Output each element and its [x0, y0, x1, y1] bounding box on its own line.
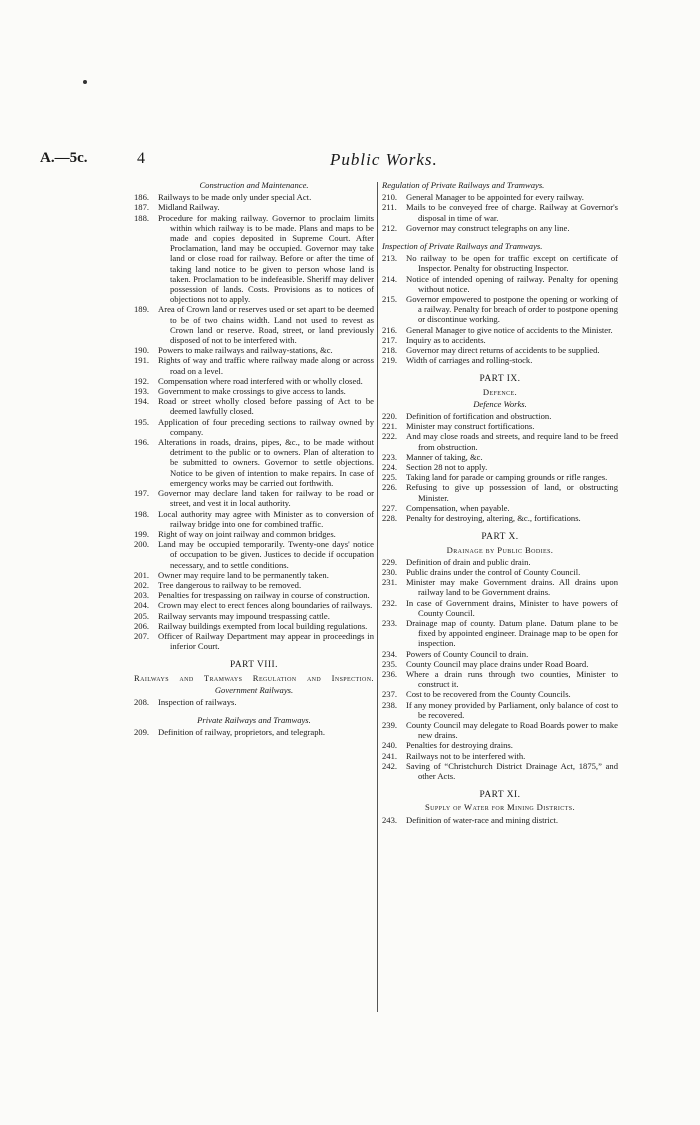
section-entry: [382, 223, 618, 233]
section-entry: [382, 761, 618, 781]
part-heading: PART XI.: [479, 790, 521, 801]
section-text: Where a drain runs through two counties, Minister to construct it.: [406, 668, 618, 690]
section-entry: [134, 697, 374, 707]
section-entry: [382, 294, 618, 325]
section-entry: [134, 539, 374, 570]
section-number: 219.: [382, 355, 398, 366]
section-number: 242.: [382, 760, 398, 771]
section-number: 196.: [134, 437, 150, 448]
section-number: 230.: [382, 566, 398, 577]
section-entry: [134, 376, 374, 386]
section-number: 215.: [382, 294, 398, 305]
section-entry: [134, 580, 374, 590]
section-text: Definition of railway, proprietors, and telegraph.: [158, 727, 325, 738]
section-text: Governor may declare land taken for railway to be road or street, and vest it in local authority.: [158, 488, 374, 509]
section-text: Public drains under the control of County Council.: [406, 566, 581, 577]
section-text: Inquiry as to accidents.: [406, 334, 486, 345]
section-entry: [382, 618, 618, 649]
part-heading: PART X.: [481, 532, 519, 543]
section-text: Powers to make railways and railway-stations, &c.: [158, 345, 333, 356]
section-text: Governor may direct returns of accidents to be supplied.: [406, 345, 600, 356]
section-heading: Regulation of Private Railways and Tramways.: [382, 180, 545, 190]
section-number: 213.: [382, 253, 398, 264]
right-column: [382, 178, 618, 825]
section-entry: [382, 659, 618, 669]
section-number: 197.: [134, 488, 150, 499]
part-subtitle: Railways and Tramways Regulation and Inspection.: [134, 672, 374, 683]
section-number: 206.: [134, 620, 150, 631]
section-entry: [382, 649, 618, 659]
section-text: Right of way on joint railway and common bridges.: [158, 528, 336, 539]
section-text: Governor empowered to postpone the opening or working of a railway. Penalty for breach of order to postpone opening or discontinue working.: [406, 294, 618, 325]
section-number: 223.: [382, 451, 398, 462]
section-entry: [382, 669, 618, 689]
section-text: Manner of taking, &c.: [406, 451, 483, 462]
section-list: [134, 697, 374, 707]
section-text: Governor may construct telegraphs on any line.: [406, 222, 570, 233]
section-entry: [382, 598, 618, 618]
section-text: Road or street wholly closed before passing of Act to be deemed lawfully closed.: [158, 396, 374, 417]
section-entry: [382, 720, 618, 740]
section-entry: [134, 202, 374, 212]
section-entry: [134, 529, 374, 539]
section-text: Railway buildings exempted from local building regulations.: [158, 620, 368, 631]
section-number: 209.: [134, 727, 150, 738]
section-number: 187.: [134, 202, 150, 213]
section-text: County Council may place drains under Road Board.: [406, 658, 589, 669]
section-number: 218.: [382, 345, 398, 356]
section-entry: [382, 452, 618, 462]
section-text: Inspection of railways.: [158, 696, 237, 707]
section-entry: [134, 590, 374, 600]
section-text: Railway servants may impound trespassing cattle.: [158, 610, 330, 621]
ink-dot: [83, 80, 87, 84]
section-text: Powers of County Council to drain.: [406, 648, 529, 659]
section-text: Cost to be recovered from the County Councils.: [406, 689, 571, 700]
running-title: Public Works.: [330, 150, 438, 169]
section-number: 201.: [134, 569, 150, 580]
section-number: 208.: [134, 696, 150, 707]
section-entry: [382, 411, 618, 421]
section-entry: [134, 396, 374, 416]
section-list: [382, 815, 618, 825]
section-text: Compensation, when payable.: [406, 502, 510, 513]
section-text: Definition of water-race and mining district.: [406, 814, 559, 825]
section-text: Crown may elect to erect fences along boundaries of railways.: [158, 600, 373, 611]
section-text: Officer of Railway Department may appear in proceedings in inferior Court.: [158, 630, 374, 652]
section-entry: [134, 488, 374, 508]
section-entry: [382, 577, 618, 597]
section-text: Procedure for making railway. Governor to proclaim limits within which railway is to be made. Plans and maps to be made and copies deposited in Supreme Court. After Proclamation, land may be occupied. Governor may take land or close road for railway. Before or after the time of taking land notice to be given to person whose land is taken. Proclamation to be indefeasible. Sheriff may deliver possession of lands. Costs. Provisions as to notices of objections not to apply.: [158, 212, 374, 305]
section-list: [134, 727, 374, 737]
section-text: Width of carriages and rolling-stock.: [406, 355, 533, 366]
section-text: If any money provided by Parliament, only balance of cost to be recovered.: [406, 699, 618, 720]
section-entry: [382, 700, 618, 720]
section-number: 220.: [382, 411, 398, 422]
section-text: Notice of intended opening of railway. Penalty for opening without notice.: [406, 273, 618, 294]
section-entry: [134, 631, 374, 651]
section-text: Taking land for parade or camping grounds or rifle ranges.: [406, 472, 608, 483]
section-number: 202.: [134, 579, 150, 590]
section-number: 233.: [382, 617, 398, 628]
section-text: Area of Crown land or reserves used or set apart to be deemed to be of two chains width. Land not used to revest as Crown land or reserve. Road, street, or land previously disposed of not to be interfered with.: [158, 304, 374, 346]
section-number: 198.: [134, 508, 150, 519]
section-text: Minister may make Government drains. All drains upon railway land to be Government drains.: [406, 577, 618, 598]
section-number: 189.: [134, 304, 150, 315]
section-number: 217.: [382, 334, 398, 345]
section-number: 232.: [382, 597, 398, 608]
section-entry: [382, 202, 618, 222]
section-heading: Private Railways and Tramways.: [197, 715, 311, 726]
section-number: 194.: [134, 396, 150, 407]
part-subtitle: Supply of Water for Mining Districts.: [424, 802, 576, 813]
section-text: Definition of fortification and obstruction.: [406, 411, 552, 422]
section-entry: [134, 213, 374, 305]
section-text: In case of Government drains, Minister to have powers of County Council.: [406, 597, 618, 618]
section-entry: [382, 253, 618, 273]
section-entry: [134, 417, 374, 437]
section-number: 188.: [134, 212, 150, 223]
section-entry: [382, 335, 618, 345]
section-text: Tree dangerous to railway to be removed.: [158, 579, 302, 590]
section-entry: [382, 740, 618, 750]
section-entry: [382, 472, 618, 482]
section-number: 241.: [382, 750, 398, 761]
section-heading: Defence Works.: [473, 398, 527, 409]
section-text: Penalty for destroying, altering, &c., fortifications.: [406, 513, 581, 524]
section-number: 224.: [382, 462, 398, 473]
section-entry: [134, 727, 374, 737]
section-entry: [134, 345, 374, 355]
section-text: Owner may require land to be permanently taken.: [158, 569, 329, 580]
section-text: Land may be occupied temporarily. Twenty-one days' notice of occupation to be given. Justices to decide if occupation necessary, and to settle conditions.: [158, 539, 374, 570]
section-text: Midland Railway.: [158, 202, 220, 213]
section-heading: Construction and Maintenance.: [199, 180, 309, 190]
section-text: Rights of way and traffic where railway made along or across road on a level.: [158, 355, 374, 376]
section-number: 199.: [134, 528, 150, 539]
section-number: 237.: [382, 689, 398, 700]
section-number: 195.: [134, 416, 150, 427]
section-number: 234.: [382, 648, 398, 659]
section-entry: [382, 462, 618, 472]
section-entry: [382, 274, 618, 294]
section-entry: [382, 689, 618, 699]
section-number: 192.: [134, 375, 150, 386]
section-text: Drainage map of county. Datum plane. Datum plane to be fixed by appointed engineer. Drainage map to be open for inspection.: [406, 617, 618, 649]
section-entry: [134, 192, 374, 202]
section-number: 191.: [134, 355, 150, 366]
section-number: 221.: [382, 421, 398, 432]
section-text: Penalties for destroying drains.: [406, 740, 513, 751]
section-entry: [134, 621, 374, 631]
section-text: Section 28 not to apply.: [406, 462, 488, 473]
section-text: Alterations in roads, drains, pipes, &c., to be made without detriment to the public or to owners. Plan of alteration to be submitted to owners. Governor to settle objections. Notice to be given of intention to make repairs. In case of emergency works may be carried out forthwith.: [158, 437, 374, 488]
section-entry: [382, 192, 618, 202]
page-number: 4: [137, 150, 145, 167]
section-text: Government to make crossings to give access to lands.: [158, 386, 346, 397]
column-divider: [377, 182, 378, 1012]
section-entry: [134, 509, 374, 529]
section-number: 238.: [382, 699, 398, 710]
part-subtitle: Defence.: [482, 386, 518, 397]
section-entry: [382, 567, 618, 577]
section-number: 243.: [382, 814, 398, 825]
section-number: 226.: [382, 482, 398, 493]
section-number: 200.: [134, 539, 150, 550]
section-text: Mails to be conveyed free of charge. Railway at Governor's disposal in time of war.: [406, 202, 618, 223]
part-subtitle: Drainage by Public Bodies.: [446, 544, 554, 555]
section-text: And may close roads and streets, and require land to be freed from obstruction.: [406, 431, 618, 452]
section-entry: [382, 421, 618, 431]
section-text: Application of four preceding sections to railway owned by company.: [158, 416, 374, 437]
section-number: 193.: [134, 386, 150, 397]
section-entry: [382, 503, 618, 513]
section-entry: [382, 431, 618, 451]
section-entry: [382, 557, 618, 567]
section-heading: Government Railways.: [214, 684, 294, 695]
section-number: 240.: [382, 740, 398, 751]
section-entry: [134, 304, 374, 345]
section-number: 222.: [382, 431, 398, 442]
section-entry: [134, 600, 374, 610]
section-list: [134, 192, 374, 651]
section-number: 225.: [382, 472, 398, 483]
section-list: [382, 253, 618, 365]
section-text: Refusing to give up possession of land, or obstructing Minister.: [406, 482, 618, 503]
section-text: Local authority may agree with Minister as to conversion of railway bridge into one for combined traffic.: [158, 508, 374, 529]
section-entry: [134, 611, 374, 621]
section-number: 205.: [134, 610, 150, 621]
section-list: [382, 192, 618, 233]
section-entry: [382, 513, 618, 523]
section-entry: [134, 386, 374, 396]
section-text: Penalties for trespassing on railway in course of construction.: [158, 590, 370, 601]
section-number: 211.: [382, 202, 397, 213]
section-number: 231.: [382, 577, 398, 588]
section-text: Minister may construct fortifications.: [406, 421, 535, 432]
section-text: Railways to be made only under special Act.: [158, 192, 312, 203]
part-heading: PART VIII.: [229, 660, 279, 671]
section-entry: [382, 325, 618, 335]
section-entry: [382, 355, 618, 365]
section-number: 239.: [382, 719, 398, 730]
section-number: 235.: [382, 658, 398, 669]
section-entry: [382, 345, 618, 355]
section-number: 228.: [382, 513, 398, 524]
section-text: General Manager to be appointed for every railway.: [406, 192, 584, 203]
section-number: 210.: [382, 192, 398, 203]
section-number: 204.: [134, 600, 150, 611]
section-text: General Manager to give notice of accidents to the Minister.: [406, 324, 613, 335]
section-entry: [382, 482, 618, 502]
part-heading: PART IX.: [479, 374, 521, 385]
section-number: 186.: [134, 192, 150, 203]
section-number: 227.: [382, 502, 398, 513]
section-number: 207.: [134, 630, 150, 641]
section-entry: [382, 815, 618, 825]
section-entry: [134, 570, 374, 580]
section-number: 229.: [382, 556, 398, 567]
section-text: Compensation where road interfered with or wholly closed.: [158, 375, 363, 386]
section-number: 216.: [382, 324, 398, 335]
section-text: Saving of “Christchurch District Drainage Act, 1875,” and other Acts.: [406, 760, 618, 781]
document-code: A.—5c.: [40, 150, 88, 166]
page-header: [0, 150, 700, 174]
left-column: [134, 178, 374, 738]
section-number: 203.: [134, 590, 150, 601]
section-text: No railway to be open for traffic except on certificate of Inspector. Penalty for obstructing Inspector.: [406, 253, 618, 274]
section-text: Definition of drain and public drain.: [406, 556, 531, 567]
section-entry: [134, 355, 374, 375]
section-heading: Inspection of Private Railways and Tramways.: [382, 241, 543, 252]
section-number: 212.: [382, 222, 398, 233]
section-entry: [134, 437, 374, 488]
section-number: 214.: [382, 273, 398, 284]
section-number: 236.: [382, 668, 398, 679]
section-number: 190.: [134, 345, 150, 356]
section-text: County Council may delegate to Road Boards power to make new drains.: [406, 719, 618, 741]
section-text: Railways not to be interfered with.: [406, 750, 526, 761]
section-list: [382, 557, 618, 781]
section-list: [382, 411, 618, 523]
section-entry: [382, 751, 618, 761]
